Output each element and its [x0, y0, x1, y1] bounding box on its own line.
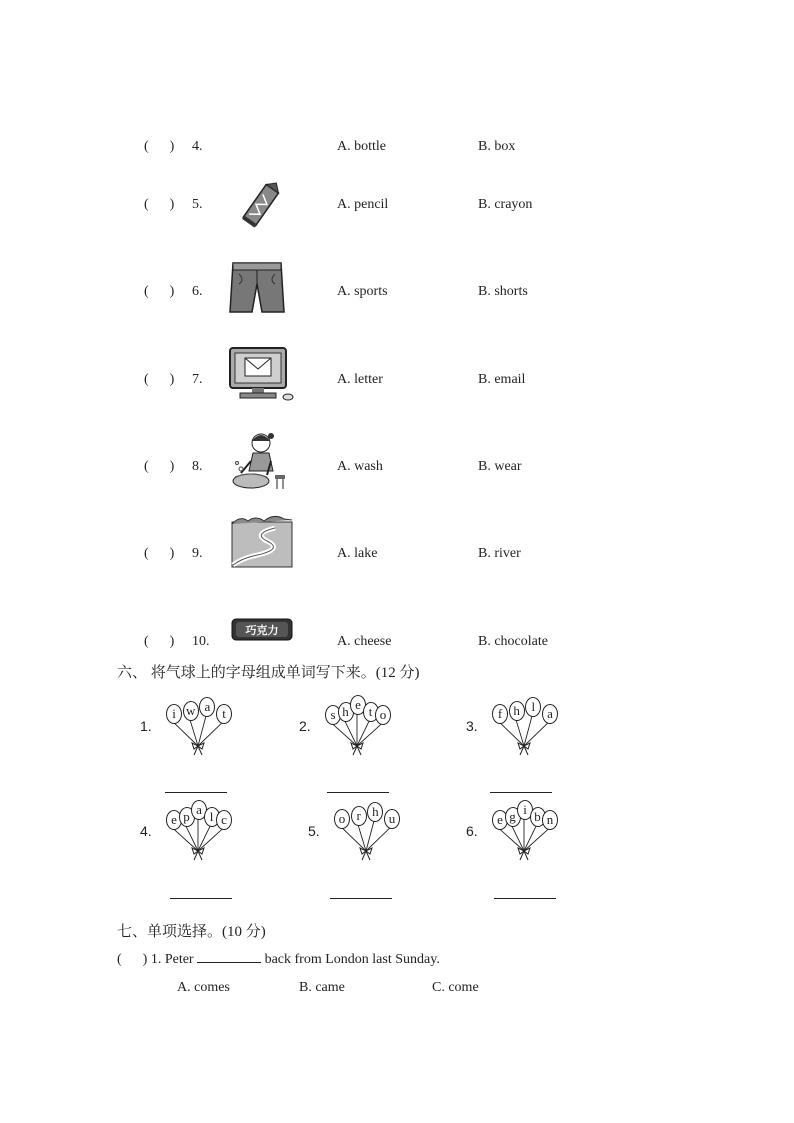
balloon-bunch-icon	[163, 694, 233, 756]
balloon-bunch-icon	[489, 694, 559, 756]
answer-blank[interactable]	[197, 950, 261, 963]
balloon-letter: w	[183, 701, 199, 721]
section-7-title: 七、单项选择。(10 分)	[117, 924, 266, 940]
answer-line[interactable]	[327, 792, 389, 793]
option-a[interactable]: A. letter	[337, 372, 383, 387]
option-b[interactable]: B. came	[299, 980, 345, 995]
section-6-title: 六、 将气球上的字母组成单词写下来。(12 分)	[117, 665, 420, 681]
question-number: 4.	[192, 139, 203, 154]
balloon-letter: s	[325, 705, 341, 725]
option-a[interactable]: A. wash	[337, 459, 383, 474]
option-b[interactable]: B. chocolate	[478, 634, 548, 649]
answer-line[interactable]	[170, 898, 232, 899]
option-b[interactable]: B. shorts	[478, 284, 528, 299]
answer-line[interactable]	[330, 898, 392, 899]
balloon-item-number: 5.	[308, 823, 320, 839]
option-a[interactable]: A. comes	[177, 980, 230, 995]
balloon-letter: f	[492, 704, 508, 724]
balloon-letter: a	[542, 704, 558, 724]
balloon-letter: t	[216, 704, 232, 724]
question-number: 9.	[192, 546, 203, 561]
option-a[interactable]: A. cheese	[337, 634, 392, 649]
balloon-letter: t	[363, 702, 379, 722]
question-number: 6.	[192, 284, 203, 299]
balloon-bunch-icon	[331, 799, 401, 861]
balloon-letter: a	[199, 697, 215, 717]
option-b[interactable]: B. river	[478, 546, 521, 561]
answer-paren[interactable]: ( )	[144, 372, 175, 387]
option-a[interactable]: A. pencil	[337, 197, 389, 212]
option-b[interactable]: B. box	[478, 139, 516, 154]
balloon-letter: e	[350, 695, 366, 715]
answer-line[interactable]	[490, 792, 552, 793]
question-prefix: 1. Peter	[150, 952, 194, 967]
girl-washing-icon	[227, 431, 289, 498]
option-b[interactable]: B. email	[478, 372, 526, 387]
question-number: 7.	[192, 372, 203, 387]
balloon-item-number: 1.	[140, 718, 152, 734]
balloon-letter: o	[334, 809, 350, 829]
balloon-letter: o	[375, 705, 391, 725]
balloon-letter: e	[166, 810, 182, 830]
svg-text:巧克力: 巧克力	[245, 624, 279, 637]
option-b[interactable]: B. wear	[478, 459, 522, 474]
balloon-letter: u	[384, 809, 400, 829]
balloon-item-number: 2.	[299, 718, 311, 734]
balloon-letter: a	[191, 800, 207, 820]
balloon-bunch-icon	[322, 694, 392, 756]
balloon-letter: n	[542, 810, 558, 830]
balloon-letter: i	[166, 704, 182, 724]
balloon-bunch-icon	[489, 799, 559, 861]
balloon-letter: p	[179, 807, 195, 827]
balloon-letter: h	[338, 702, 354, 722]
option-b[interactable]: B. crayon	[478, 197, 533, 212]
computer-email-icon	[228, 346, 294, 409]
balloon-letter: e	[492, 810, 508, 830]
answer-paren[interactable]: ( )	[144, 284, 175, 299]
answer-paren[interactable]: ( )	[144, 546, 175, 561]
shorts-icon	[229, 260, 285, 323]
balloon-item-number: 6.	[466, 823, 478, 839]
balloon-letter: r	[351, 806, 367, 826]
option-c[interactable]: C. come	[432, 980, 479, 995]
chocolate-bar-icon	[231, 616, 293, 647]
question-number: 8.	[192, 459, 203, 474]
answer-paren[interactable]: ( )	[117, 952, 148, 967]
balloon-letter: l	[525, 697, 541, 717]
balloon-letter: h	[367, 802, 383, 822]
answer-paren[interactable]: ( )	[144, 139, 175, 154]
answer-line[interactable]	[165, 792, 227, 793]
balloon-letter: g	[505, 807, 521, 827]
answer-paren[interactable]: ( )	[144, 459, 175, 474]
river-icon	[231, 514, 293, 573]
option-a[interactable]: A. lake	[337, 546, 378, 561]
question-number: 10.	[192, 634, 210, 649]
answer-paren[interactable]: ( )	[144, 197, 175, 212]
balloon-item-number: 4.	[140, 823, 152, 839]
balloon-bunch-icon	[163, 799, 233, 861]
question-suffix: back from London last Sunday.	[264, 952, 440, 967]
balloon-letter: c	[216, 810, 232, 830]
question-number: 5.	[192, 197, 203, 212]
balloon-item-number: 3.	[466, 718, 478, 734]
balloon-letter: i	[517, 800, 533, 820]
question-1	[117, 950, 440, 968]
option-a[interactable]: A. sports	[337, 284, 388, 299]
balloon-letter: b	[530, 807, 546, 827]
answer-paren[interactable]: ( )	[144, 634, 175, 649]
option-a[interactable]: A. bottle	[337, 139, 386, 154]
balloon-letter: l	[204, 807, 220, 827]
crayon-icon	[238, 173, 288, 238]
answer-line[interactable]	[494, 898, 556, 899]
balloon-letter: h	[509, 701, 525, 721]
